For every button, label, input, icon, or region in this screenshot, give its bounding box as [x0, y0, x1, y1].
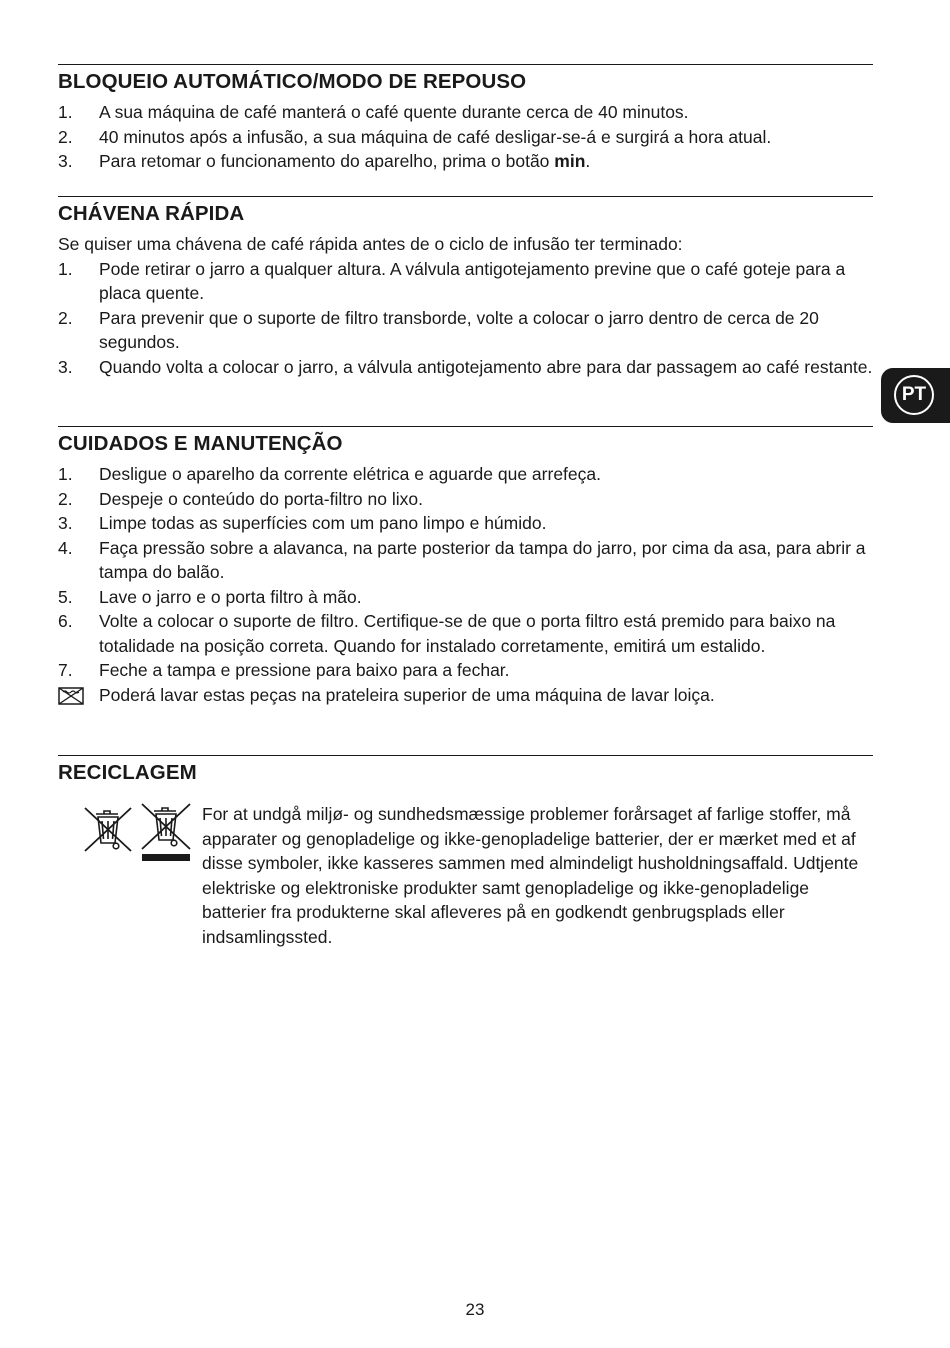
language-badge: PT [894, 375, 934, 415]
numbered-list [58, 100, 873, 174]
list-item: 3. Limpe todas as superfícies com um pano limpo e húmido. [58, 513, 547, 533]
list-item: 4. Faça pressão sobre a alavanca, na parte posterior da tampa do jarro, por cima da asa, para abrir a tampa do balão. [58, 537, 866, 582]
list-item: 1. A sua máquina de café manterá o café quente durante cerca de 40 minutos. [58, 102, 689, 122]
section-title: CHÁVENA RÁPIDA [58, 202, 245, 225]
list-item: 1. Pode retirar o jarro a qualquer altura. A válvula antigotejamento previne que o café goteje para a placa quente. [58, 258, 846, 303]
numbered-list [58, 462, 873, 707]
numbered-list [58, 257, 873, 380]
language-tab [881, 368, 950, 423]
section-recycling [58, 755, 873, 971]
list-item: 7. Feche a tampa e pressione para baixo para a fechar. [58, 660, 510, 680]
list-item: 1. Desligue o aparelho da corrente elétrica e aguarde que arrefeça. [58, 464, 601, 484]
recycling-text: For at undgå miljø- og sundhedsmæssige problemer forårsaget af farlige stoffer, må apparater og genopladelige og ikke-genopladelige batterier, der er mærket med et af disse symboler, ikke kasseres sammen med almindeligt husholdningsaffald. Udtjente elektriske og elektroniske produkter samt genopladelige og ikke-genopladelige batterier fra produkterne skal afleveres på en godkendt genbrugsplads eller indsamlingssted. [202, 804, 859, 947]
crossed-bin-icon [82, 805, 134, 853]
list-item: 2. 40 minutos após a infusão, a sua máquina de café desligar-se-á e surgirá a hora atual. [58, 126, 772, 147]
list-item: 3. Para retomar o funcionamento do aparelho, prima o botão min. [58, 151, 591, 171]
page-number: 23 [465, 1300, 485, 1319]
list-item: 6. Volte a colocar o suporte de filtro. Certifique-se de que o porta filtro está premido para baixo na totalidade na posição correta. Quando for instalado corretamente, emitirá um estalido. [58, 611, 836, 656]
list-item: 2. Para prevenir que o suporte de filtro transborde, volte a colocar o jarro dentro de cerca de 20 segundos. [58, 307, 819, 352]
section-care [58, 426, 873, 707]
min-button-label: min [554, 151, 586, 171]
list-item: 5. Lave o jarro e o porta filtro à mão. [58, 586, 362, 607]
list-item: 2. Despeje o conteúdo do porta-filtro no lixo. [58, 488, 423, 509]
dishwasher-icon [58, 687, 84, 705]
dishwasher-note: Poderá lavar estas peças na prateleira superior de uma máquina de lavar loiça. [58, 683, 873, 708]
section-title: CUIDADOS E MANUTENÇÃO [58, 432, 343, 455]
section-standby [58, 64, 873, 174]
list-item: 3. Quando volta a colocar o jarro, a válvula antigotejamento abre para dar passagem ao café restante. [58, 356, 873, 377]
section-intro: Se quiser uma chávena de café rápida antes de o ciclo de infusão ter terminado: [58, 234, 683, 254]
section-title: RECICLAGEM [58, 761, 197, 784]
section-quick-cup [58, 196, 873, 379]
crossed-bin-bar-icon [139, 801, 193, 863]
section-title: BLOQUEIO AUTOMÁTICO/MODO DE REPOUSO [58, 70, 527, 93]
